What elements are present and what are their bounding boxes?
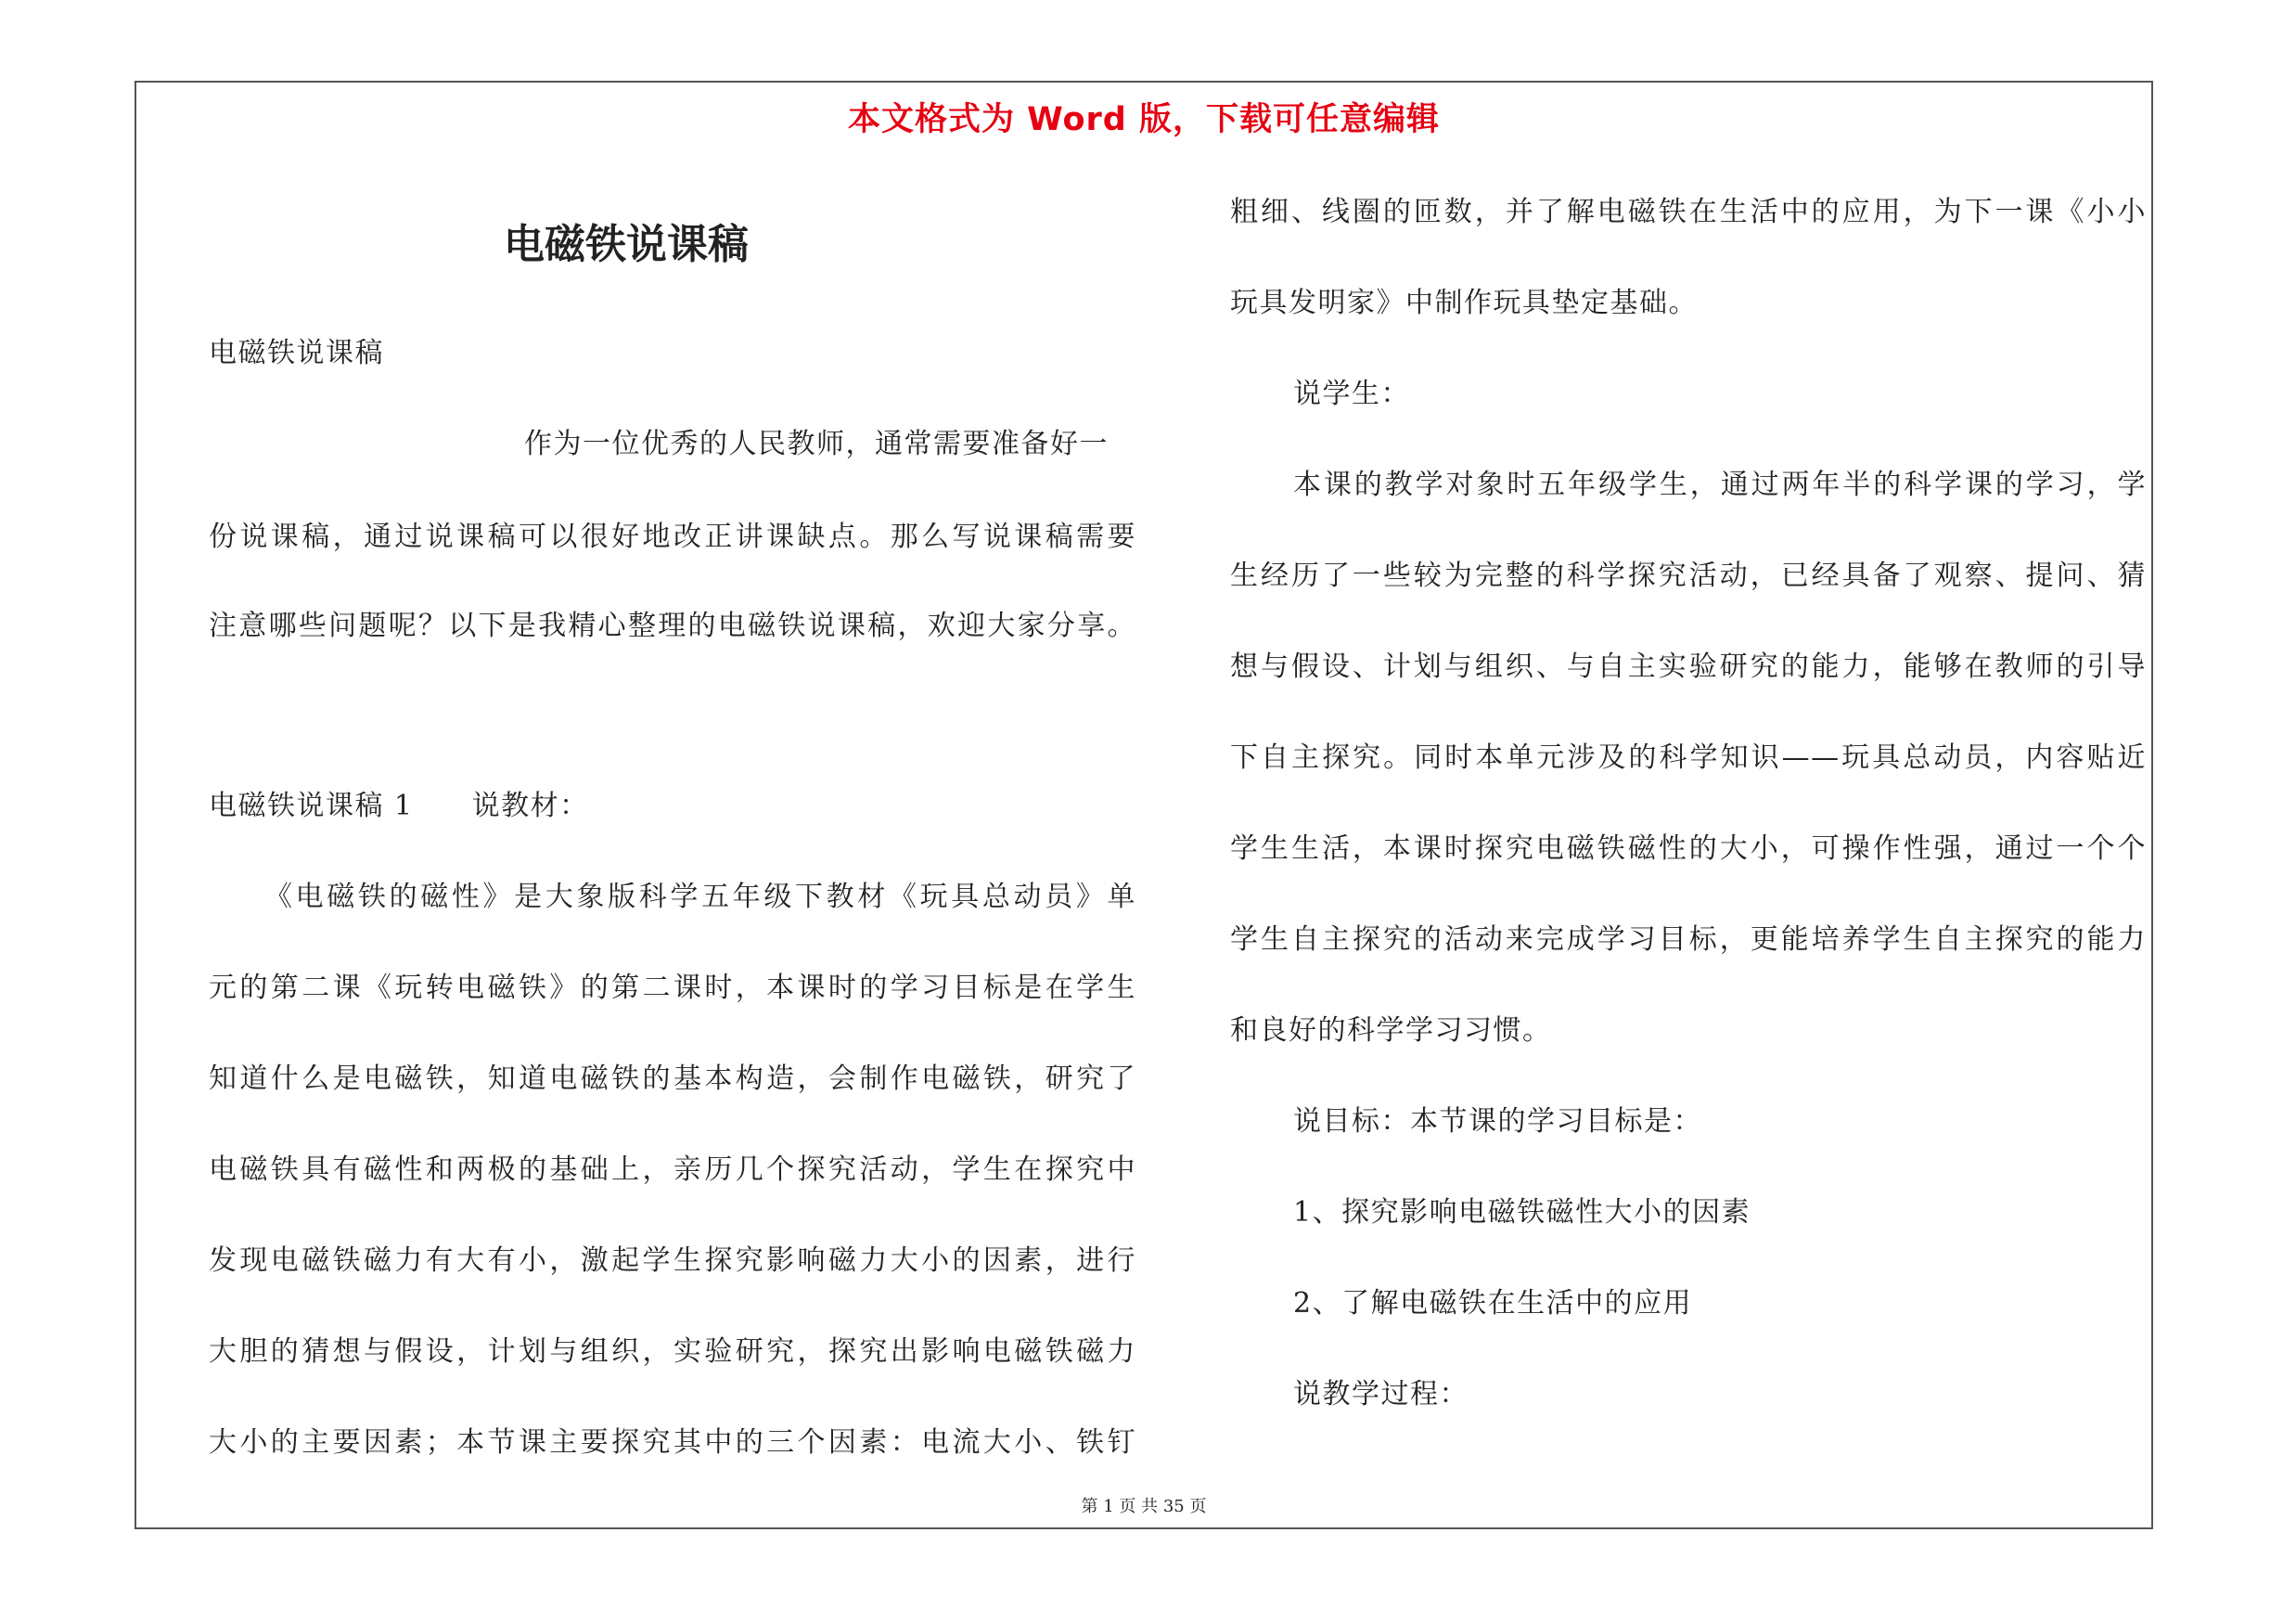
right-line: 学生自主探究的活动来完成学习目标，更能培养学生自主探究的能力: [1230, 923, 2147, 956]
document-title: 电磁铁说课稿: [504, 221, 749, 268]
left-line: 发现电磁铁磁力有大有小，激起学生探究影响磁力大小的因素，进行: [209, 1244, 1136, 1277]
left-line: 电磁铁具有磁性和两极的基础上，亲历几个探究活动，学生在探究中: [209, 1153, 1136, 1186]
right-line: 玩具发明家》中制作玩具垫定基础。: [1230, 287, 1698, 319]
right-line: 和良好的科学学习习惯。: [1230, 1014, 1552, 1047]
right-list-item: 1、探究影响电磁铁磁性大小的因素: [1293, 1196, 1751, 1229]
left-line: 份说课稿，通过说课稿可以很好地改正讲课缺点。那么写说课稿需要: [209, 521, 1136, 553]
right-line: 生经历了一些较为完整的科学探究活动，已经具备了观察、提问、猜: [1230, 560, 2147, 592]
left-line-section: 电磁铁说课稿 1 说教材：: [209, 790, 589, 822]
right-line: 想与假设、计划与组织、与自主实验研究的能力，能够在教师的引导: [1230, 650, 2147, 683]
right-line: 本课的教学对象时五年级学生，通过两年半的科学课的学习，学: [1293, 469, 2147, 501]
right-line-heading: 说学生：: [1293, 378, 1410, 410]
format-banner: 本文格式为 Word 版，下载可任意编辑: [847, 101, 1441, 138]
left-line: 大小的主要因素；本节课主要探究其中的三个因素：电流大小、铁钉: [209, 1426, 1136, 1459]
left-line: 《电磁铁的磁性》是大象版科学五年级下教材《玩具总动员》单: [264, 881, 1136, 913]
right-line: 下自主探究。同时本单元涉及的科学知识——玩具总动员，内容贴近: [1230, 741, 2147, 774]
left-line: 元的第二课《玩转电磁铁》的第二课时，本课时的学习目标是在学生: [209, 972, 1136, 1004]
right-line: 学生生活，本课时探究电磁铁磁性的大小，可操作性强，通过一个个: [1230, 832, 2147, 865]
left-line: 注意哪些问题呢？以下是我精心整理的电磁铁说课稿，欢迎大家分享。: [209, 610, 1136, 642]
left-line-heading: 电磁铁说课稿: [209, 337, 384, 369]
right-list-item: 2、了解电磁铁在生活中的应用: [1293, 1287, 1693, 1320]
right-line: 粗细、线圈的匝数，并了解电磁铁在生活中的应用，为下一课《小小: [1230, 196, 2147, 228]
left-line-intro: 作为一位优秀的人民教师，通常需要准备好一: [524, 428, 1109, 460]
left-line: 大胆的猜想与假设，计划与组织，实验研究，探究出影响电磁铁磁力: [209, 1335, 1136, 1368]
right-line-heading: 说目标：本节课的学习目标是：: [1293, 1105, 1702, 1138]
page-number-footer: 第 1 页 共 35 页: [1081, 1497, 1207, 1516]
left-line: 知道什么是电磁铁，知道电磁铁的基本构造，会制作电磁铁，研究了: [209, 1063, 1136, 1095]
right-line-heading: 说教学过程：: [1293, 1378, 1469, 1410]
page-frame: [135, 81, 2153, 1529]
